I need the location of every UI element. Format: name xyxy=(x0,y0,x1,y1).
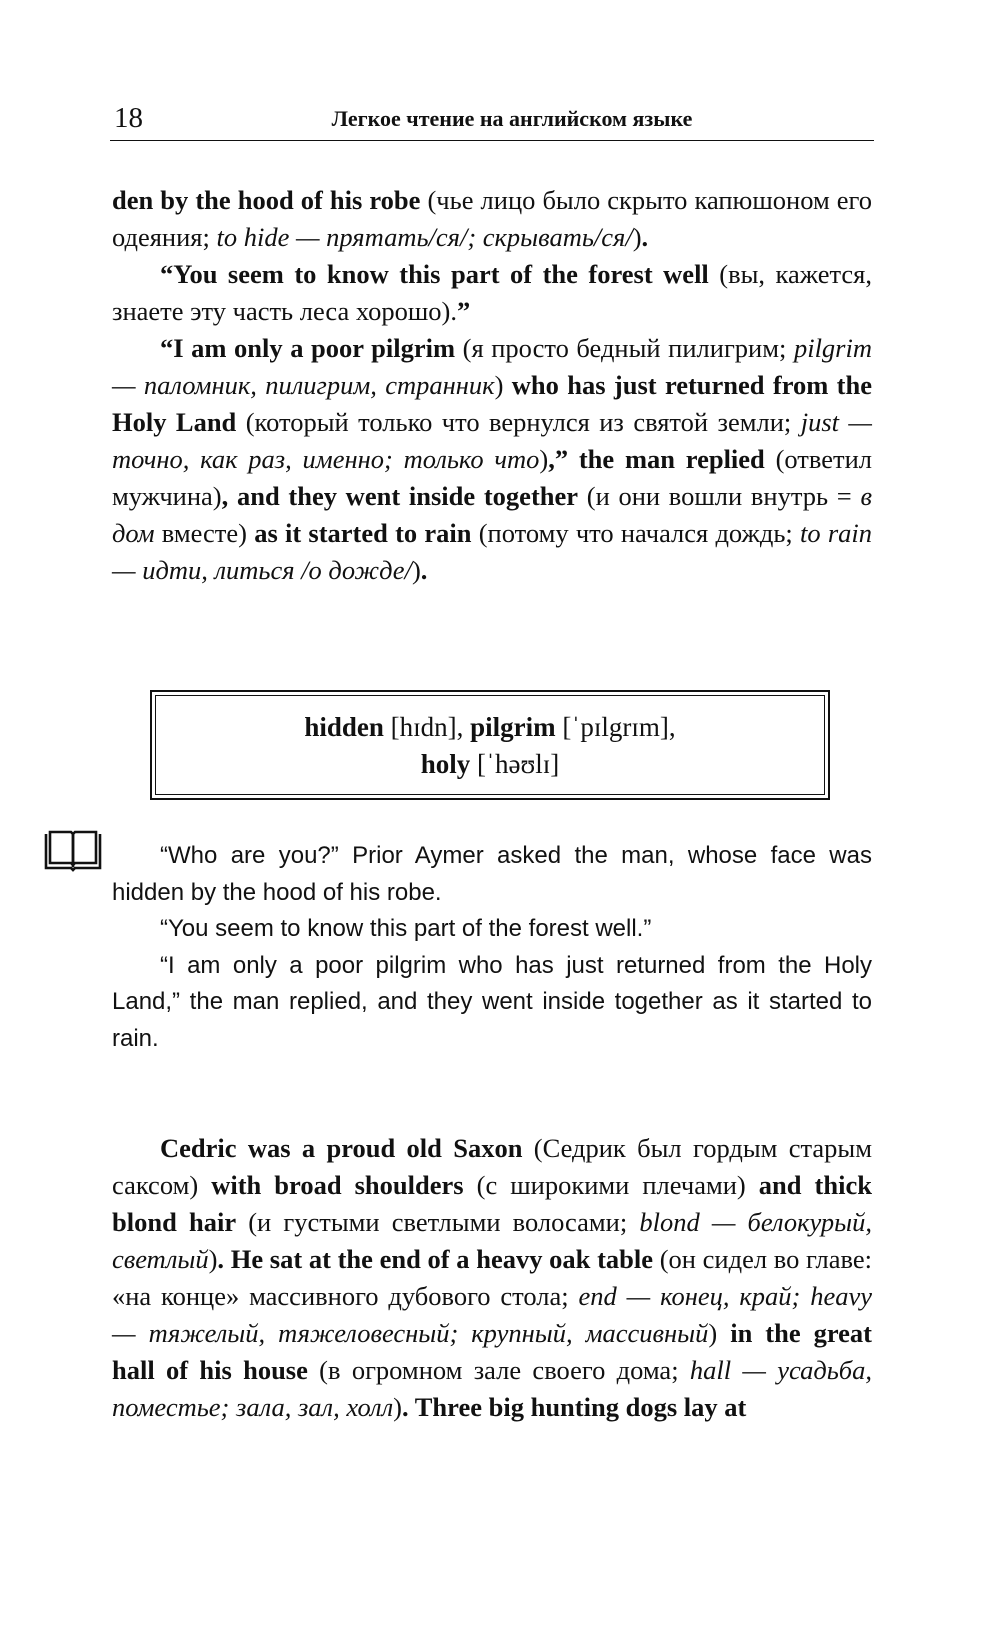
annotated-text-section-2 xyxy=(112,1130,872,1426)
english-original-text xyxy=(112,838,872,1057)
vocab-word-hidden: hidden xyxy=(304,712,384,742)
translation: ) xyxy=(494,370,512,400)
page-number: 18 xyxy=(114,102,143,134)
paragraph xyxy=(112,1130,872,1426)
translation: ) xyxy=(208,1244,218,1274)
translation: (я просто бедный пилигрим; xyxy=(455,333,794,363)
english-phrase: “You seem to know this part of the forest well xyxy=(160,259,709,289)
translation: (ответил мужчина) xyxy=(112,444,872,511)
english-phrase: with broad shoulders xyxy=(211,1170,464,1200)
english-phrase: Cedric was a proud old Saxon xyxy=(160,1133,523,1163)
english-paragraph: “You seem to know this part of the forest well.” xyxy=(160,915,652,942)
vocabulary-note: в дом xyxy=(112,481,872,548)
translation: (и густыми светлыми волосами; xyxy=(236,1207,640,1237)
translation: (вы, кажется, знаете эту часть леса хорошо). xyxy=(112,259,872,326)
translation: вместе) xyxy=(154,518,255,548)
english-phrase: den by the hood of his robe xyxy=(112,185,421,215)
translation: (в огромном зале своего дома; xyxy=(307,1355,690,1385)
english-paragraph: “Who are you?” Prior Aymer asked the man, whose face was hidden by the hood of his robe. xyxy=(112,842,872,906)
annotated-text-section-1 xyxy=(112,182,872,589)
translation: ) xyxy=(411,555,421,585)
english-phrase: and thick blond hair xyxy=(112,1170,872,1237)
vocabulary-note: just — точно, как раз, именно; только что xyxy=(112,407,872,474)
translation: (и они вошли внутрь = xyxy=(578,481,861,511)
english-phrase: . He sat at the end of a heavy oak table xyxy=(217,1244,654,1274)
english-phrase: . xyxy=(420,555,428,585)
vocabulary-note: blond — белокурый, светлый xyxy=(112,1207,872,1274)
vocabulary-note: end — конец, край; heavy — тяжелый, тяжеловесный; крупный, массивный xyxy=(112,1281,872,1348)
english-phrase: who has just returned from the Holy Land xyxy=(112,370,873,437)
english-phrase: ,” the man replied xyxy=(548,444,765,474)
translation: ) xyxy=(539,444,549,474)
translation: (Седрик был гордым старым саксом) xyxy=(112,1133,872,1200)
english-phrase: . xyxy=(641,222,649,252)
translation: ) xyxy=(632,222,642,252)
paragraph xyxy=(112,182,872,256)
translation: (который только что вернулся из святой земли; xyxy=(236,407,801,437)
english-phrase: “I am only a poor pilgrim xyxy=(160,333,456,363)
vocab-transcription-pilgrim: [ˈpɪlgrɪm], xyxy=(555,712,676,742)
running-header xyxy=(110,98,874,141)
translation: (с широкими плечами) xyxy=(463,1170,759,1200)
translation: ) xyxy=(708,1318,731,1348)
english-phrase: , and they went inside together xyxy=(221,481,579,511)
translation: (потому что начался дождь; xyxy=(471,518,800,548)
vocabulary-note: to rain — идти, литься /о дожде/ xyxy=(112,518,872,585)
vocab-word-holy: holy xyxy=(420,749,471,779)
english-phrase: . Three big hunting dogs lay at xyxy=(401,1392,747,1422)
vocabulary-note: to hide — прятать/ся/; скрывать/ся/ xyxy=(216,222,633,252)
paragraph xyxy=(112,256,872,330)
running-title: Легкое чтение на английском языке xyxy=(331,106,693,131)
english-paragraph: “I am only a poor pilgrim who has just returned from the Holy Land,” the man replied, and they went inside together as it started to rain. xyxy=(112,951,872,1052)
paragraph xyxy=(112,330,872,589)
vocabulary-note: hall — усадьба, поместье; зала, зал, холл xyxy=(112,1355,872,1422)
english-phrase: ” xyxy=(456,296,471,326)
translation: (он сидел во главе: «на конце» массивного дубового стола; xyxy=(112,1244,872,1311)
translation: ) xyxy=(393,1392,402,1422)
english-phrase: as it started to rain xyxy=(254,518,472,548)
pronunciation-text xyxy=(152,709,828,783)
vocab-transcription-holy: [ˈhəʊlɪ] xyxy=(470,749,560,779)
pronunciation-box xyxy=(150,690,830,800)
open-book-icon xyxy=(42,828,104,872)
vocab-transcription-hidden: [hɪdn], xyxy=(383,712,471,742)
translation: (чье лицо было скрыто капюшоном его одеяния; xyxy=(112,185,872,252)
vocabulary-note: pilgrim — паломник, пилигрим, странник xyxy=(112,333,872,400)
vocab-word-pilgrim: pilgrim xyxy=(470,712,556,742)
english-phrase: in the great hall of his house xyxy=(112,1318,873,1385)
